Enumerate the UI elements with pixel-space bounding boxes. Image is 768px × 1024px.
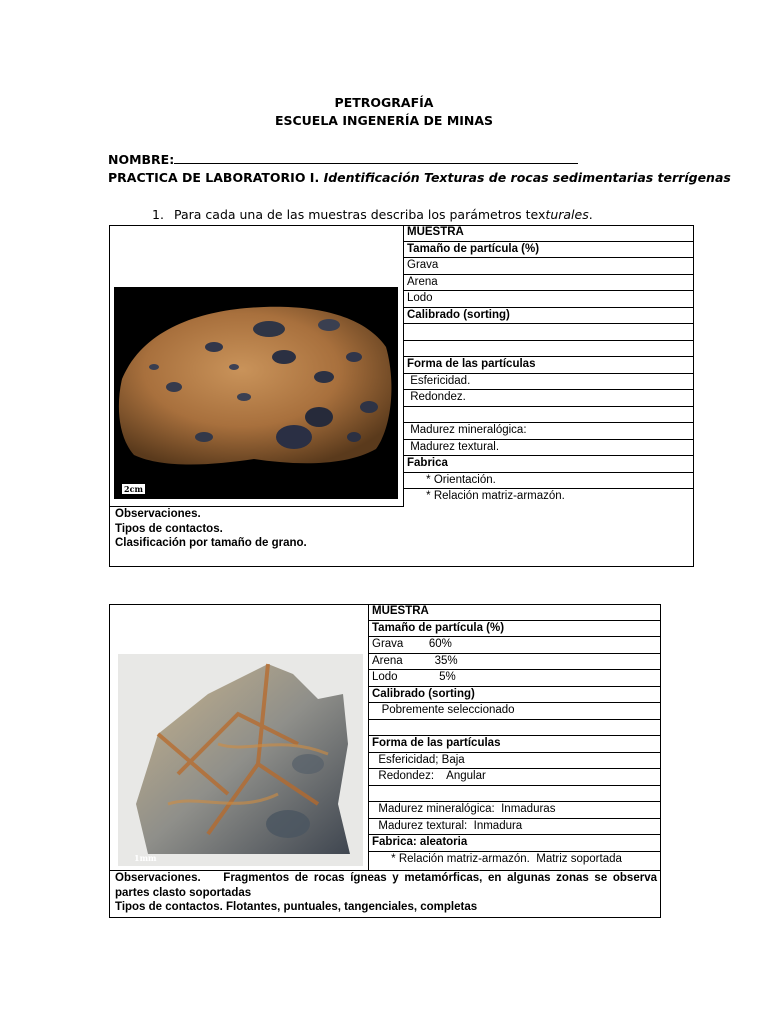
sample1-row: Forma de las partículas [404,357,693,374]
instruction-number: 1. [152,207,164,222]
sample2-observaciones-label: Observaciones. [115,872,201,884]
sample2-observations-block [115,871,657,915]
sample2-row [369,720,660,737]
sample1-scale-bar [118,496,148,497]
sample2-row: Forma de las partículas [369,736,660,753]
practica-title: Identificación Texturas de rocas sedimentarias terrígenas [323,170,731,185]
breccia-rock-image [118,654,363,866]
sample2-row: Fabrica: aleatoria [369,835,660,852]
sample1-row: Tamaño de partícula (%) [404,242,693,259]
sample1-row: Grava [404,258,693,275]
document-title: PETROGRAFÍA [334,95,434,110]
sample2-row: Madurez textural: Inmadura [369,819,660,836]
sample2-row: Esfericidad; Baja [369,753,660,770]
sample2-row: Redondez: Angular [369,769,660,786]
sample2-scale-label: 1mm [134,853,157,863]
sample1-row: MUESTRA [404,225,693,242]
sample1-row: Arena [404,275,693,292]
sample1-row: Fabrica [404,456,693,473]
sample2-row: Arena 35% [369,654,660,671]
sample2-row: Tamaño de partícula (%) [369,621,660,638]
sample2-row: Madurez mineralógica: Inmaduras [369,802,660,819]
sample1-row: Redondez. [404,390,693,407]
nombre-line [108,151,578,167]
sample1-photo [114,287,398,499]
nombre-blank [174,151,578,164]
sample2-row: Calibrado (sorting) [369,687,660,704]
instruction-text-italic: turales [545,207,589,222]
sample2-row: Lodo 5% [369,670,660,687]
sample2-row: Grava 60% [369,637,660,654]
sample1-row [404,341,693,358]
practica-line [108,170,731,185]
sample2-row: Pobremente seleccionado [369,703,660,720]
instruction-item [152,207,593,222]
conglomerate-rock-image [114,287,398,499]
sample1-row: Lodo [404,291,693,308]
instruction-text-end: . [588,207,593,222]
sample1-row: Madurez mineralógica: [404,423,693,440]
sample2-photo [118,654,363,866]
practica-label: PRACTICA DE LABORATORIO I. [108,170,320,185]
sample2-row: * Relación matriz-armazón. Matriz soportada [372,852,622,865]
sample1-row: Calibrado (sorting) [404,308,693,325]
sample1-row: Madurez textural. [404,440,693,457]
sample2-observaciones-text: Fragmentos de rocas ígneas y metamórficas, en algunas zonas se observa partes clasto soportadas [115,872,657,899]
school-name: ESCUELA INGENERÍA DE MINAS [274,113,494,128]
nombre-label: NOMBRE: [108,152,175,167]
sample1-row: Esfericidad. [404,374,693,391]
sample1-row [404,407,693,424]
sample2-row: MUESTRA [369,604,660,621]
sample2-observaciones [115,871,657,900]
sample1-clasificacion: Clasificación por tamaño de grano. [115,537,307,549]
sample1-row: * Relación matriz-armazón. [407,490,565,502]
sample1-observations-block [115,507,307,551]
sample1-contactos: Tipos de contactos. [115,522,223,535]
sample1-observaciones: Observaciones. [115,508,201,520]
sample2-contactos: Tipos de contactos. Flotantes, puntuales, tangenciales, completas [115,901,478,913]
sample1-row: * Orientación. [404,473,693,490]
instruction-text: Para cada una de las muestras describa los parámetros tex [174,207,546,222]
sample1-scale-label: 2cm [124,484,143,494]
sample2-row [369,786,660,803]
sample1-row [404,324,693,341]
